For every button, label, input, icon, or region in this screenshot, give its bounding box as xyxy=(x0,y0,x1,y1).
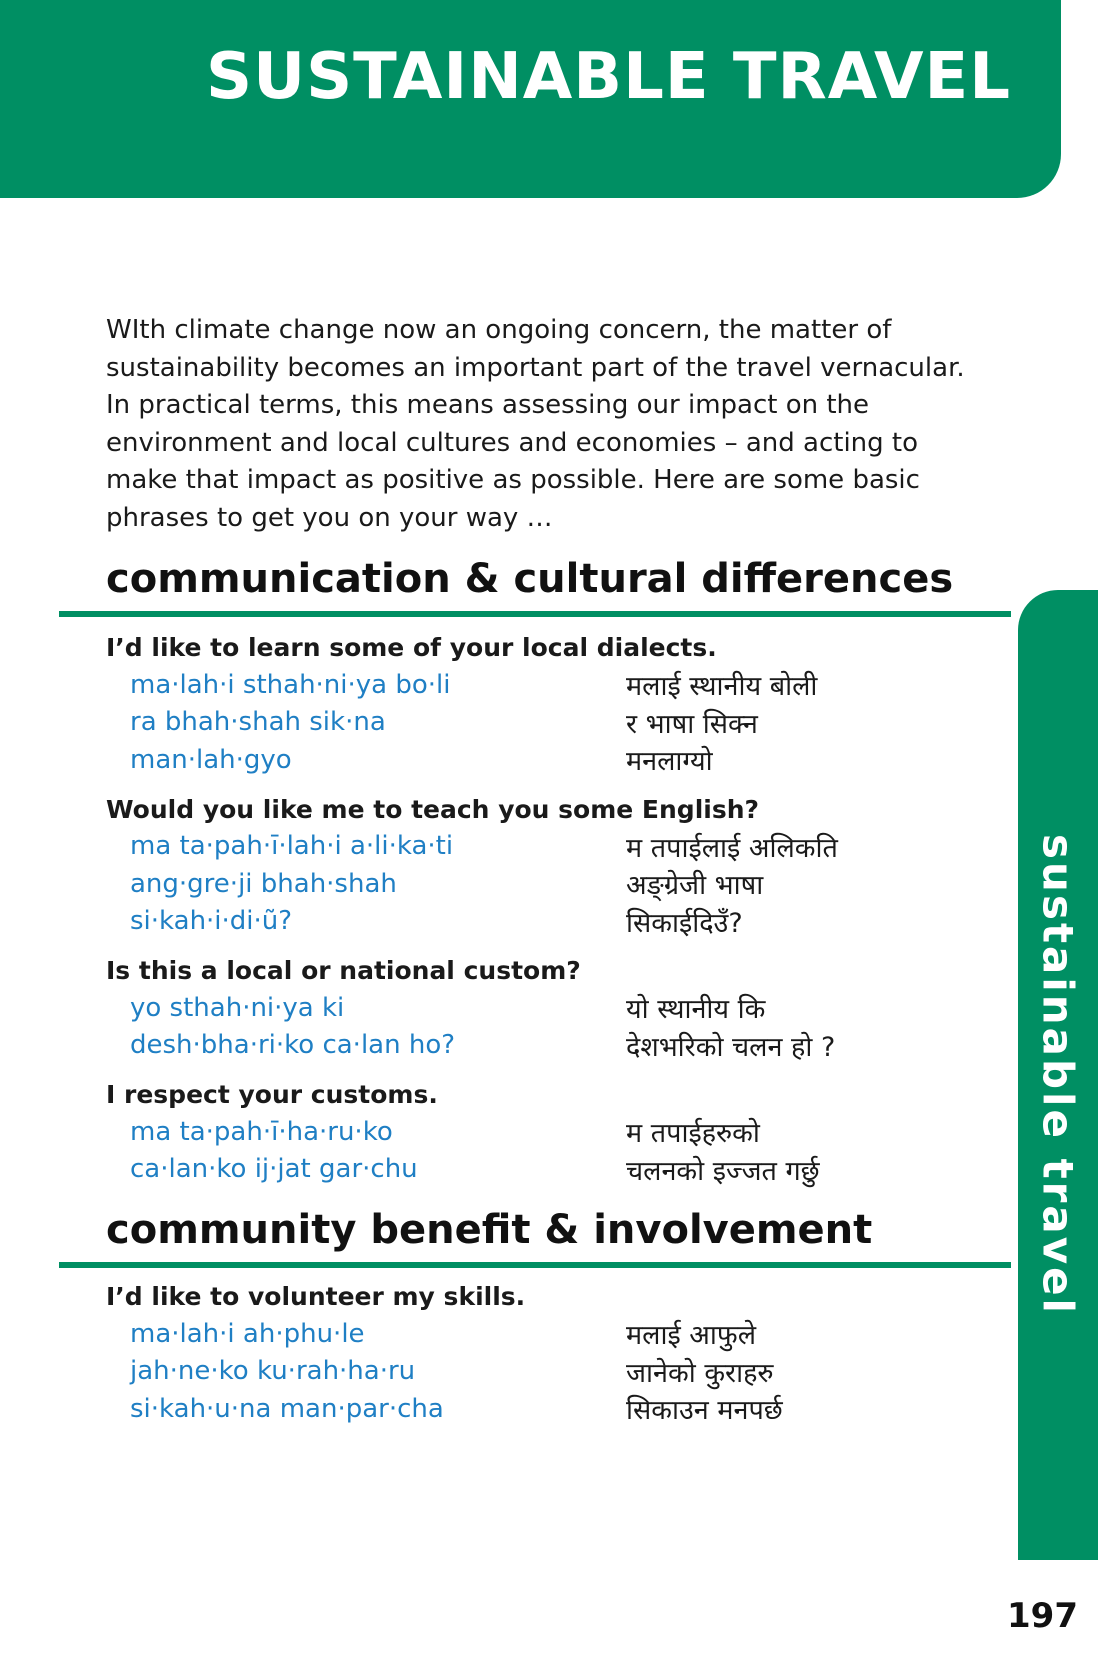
phrase-line xyxy=(106,1353,966,1391)
nepali-script: चलनको इज्जत गर्छु xyxy=(626,1155,820,1187)
nepali-script: सिकाउन मनपर्छ xyxy=(626,1395,783,1427)
nepali-script: यो स्थानीय कि xyxy=(626,994,766,1026)
phrase-line xyxy=(106,903,966,941)
transliteration: yo sthah·ni·ya ki xyxy=(130,992,345,1023)
transliteration: ra bhah·shah sik·na xyxy=(130,707,386,738)
transliteration: desh·bha·ri·ko ca·lan ho? xyxy=(130,1030,456,1061)
nepali-script: देशभरिको चलन हो ? xyxy=(626,1031,836,1063)
transliteration: ca·lan·ko ij·jat gar·chu xyxy=(130,1154,418,1185)
phrase-line xyxy=(106,1113,966,1151)
phrase-line xyxy=(106,1390,966,1428)
phrase-block xyxy=(106,791,966,941)
chapter-title: SUSTAINABLE TRAVEL xyxy=(206,40,1011,114)
phrase-block xyxy=(106,952,966,1064)
section-title-communication: communication & cultural differences xyxy=(106,556,954,602)
side-tab-label: sustainable travel xyxy=(1033,834,1083,1316)
nepali-script: अङ्ग्रेजी भाषा xyxy=(626,870,764,902)
phrase-block xyxy=(106,1076,966,1188)
transliteration: ma·lah·i sthah·ni·ya bo·li xyxy=(130,669,451,700)
phrase-line xyxy=(106,865,966,903)
nepali-script: सिकाईदिउँ? xyxy=(626,907,743,939)
nepali-script: जानेको कुराहरु xyxy=(626,1357,774,1389)
phrase-line xyxy=(106,1027,966,1065)
transliteration: man·lah·gyo xyxy=(130,744,292,775)
phrase-line xyxy=(106,828,966,866)
nepali-script: मलाई स्थानीय बोली xyxy=(626,671,818,703)
phrase-line xyxy=(106,704,966,742)
transliteration: ma ta·pah·ī·ha·ru·ko xyxy=(130,1116,393,1147)
transliteration: si·kah·i·di·ũ? xyxy=(130,906,293,937)
transliteration: ma ta·pah·ī·lah·i a·li·ka·ti xyxy=(130,831,454,862)
transliteration: si·kah·u·na man·par·cha xyxy=(130,1393,444,1424)
nepali-script: मलाई आफुले xyxy=(626,1320,757,1352)
transliteration: ma·lah·i ah·phu·le xyxy=(130,1318,365,1349)
chapter-header xyxy=(0,0,1061,198)
phrase-line xyxy=(106,666,966,704)
phrase-list xyxy=(106,1278,966,1440)
intro-paragraph: WIth climate change now an ongoing concern, the matter of sustainability becomes an important part of the travel vernacular. In practical terms, this means assessing our impact on the environment and local cultures and economies – and acting to make that impact as positive as possible. Here are some basic phrases to get you on your way … xyxy=(106,315,965,533)
phrase-line xyxy=(106,741,966,779)
english-phrase: I’d like to volunteer my skills. xyxy=(106,1282,526,1311)
transliteration: ang·gre·ji bhah·shah xyxy=(130,868,397,899)
english-phrase: I’d like to learn some of your local dialects. xyxy=(106,633,717,662)
phrase-line xyxy=(106,989,966,1027)
section-rule xyxy=(59,611,1011,617)
nepali-script: म तपाईलाई अलिकति xyxy=(626,832,838,864)
english-phrase: Would you like me to teach you some English? xyxy=(106,794,760,824)
section-title-community: community benefit & involvement xyxy=(106,1207,873,1253)
transliteration: jah·ne·ko ku·rah·ha·ru xyxy=(130,1356,416,1387)
side-tab xyxy=(1018,590,1098,1560)
phrase-list xyxy=(106,629,966,1200)
phrase-line xyxy=(106,1151,966,1189)
phrase-block xyxy=(106,629,966,779)
page-number: 197 xyxy=(1007,1596,1078,1636)
phrase-line xyxy=(106,1315,966,1353)
nepali-script: मनलाग्यो xyxy=(626,746,713,778)
english-phrase: Is this a local or national custom? xyxy=(106,956,581,985)
phrase-block xyxy=(106,1278,966,1428)
section-rule xyxy=(59,1262,1011,1268)
english-phrase: I respect your customs. xyxy=(106,1080,438,1109)
nepali-script: र भाषा सिक्न xyxy=(626,708,758,740)
nepali-script: म तपाईहरुको xyxy=(626,1118,760,1150)
